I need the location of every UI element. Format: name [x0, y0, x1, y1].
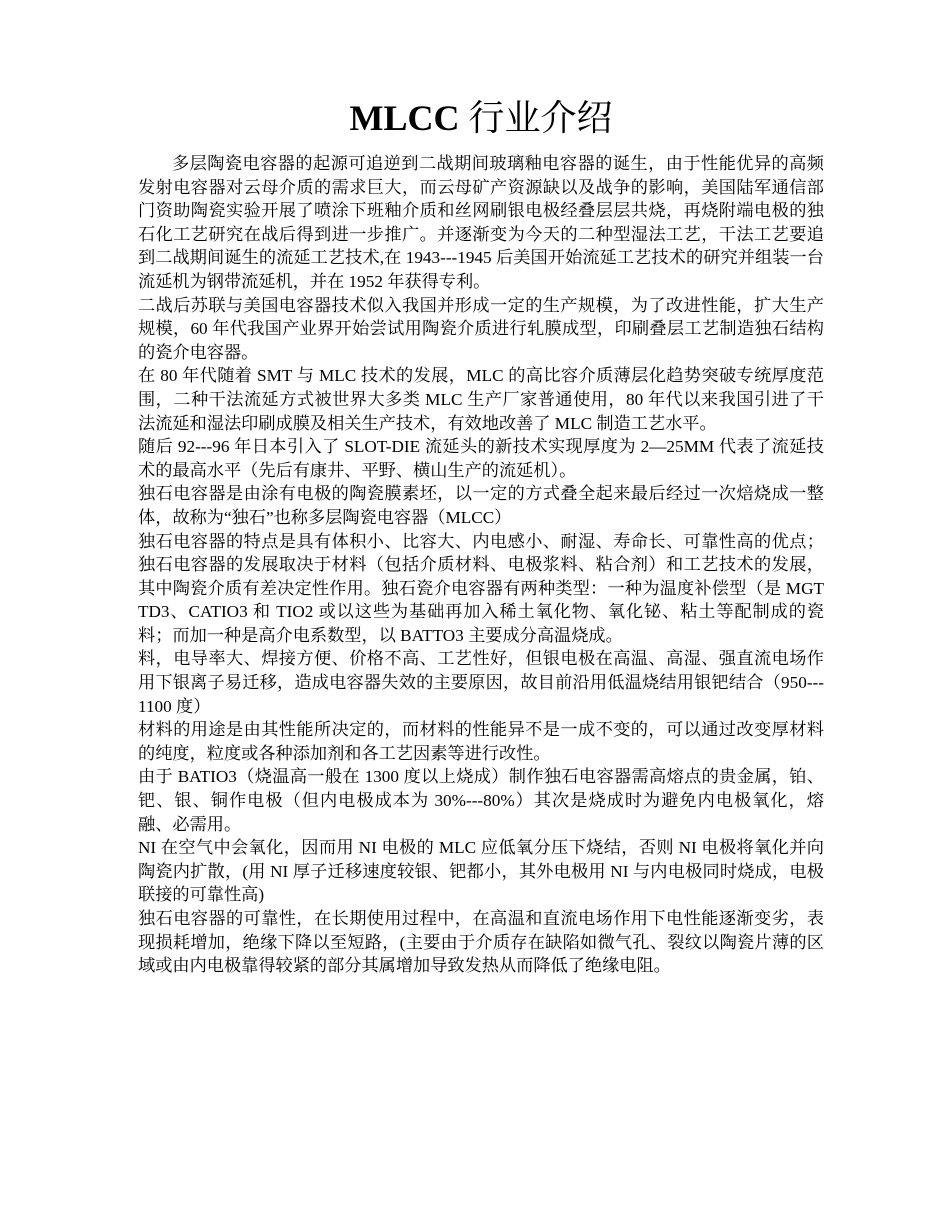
document-title-latin: MLCC [349, 98, 460, 138]
paragraph-reliability: 独石电容器的可靠性，在长期使用过程中，在高温和直流电场作用下电性能逐渐变劣，表现损耗增加，绝缘下降以至短路，(主要由于介质存在缺陷如微气孔、裂纹以陶瓷片薄的区域或由内电极靠得较紧的部分其属增加导致发热从而降低了绝缘电阻。 [138, 909, 824, 976]
paragraph-slot-die: 随后 92---96 年日本引入了 SLOT-DIE 流延头的新技术实现厚度为 2—25MM 代表了流延技术的最高水平（先后有康井、平野、横山生产的流延机）。 [138, 437, 824, 480]
paragraph-material-use: 材料的用途是由其性能所决定的，而材料的性能异不是一成不变的，可以通过改变厚材料的纯度，粒度或各种添加剂和各工艺因素等进行改性。 [138, 720, 824, 763]
paragraph-batio3: 由于 BATIO3（烧温高一般在 1300 度以上烧成）制作独石电容器需高熔点的贵金属，铂、钯、银、铜作电极（但内电极成本为 30%---80%）其次是烧成时为避免内电极氧化，熔融、必需用。 [138, 767, 824, 834]
paragraph-ni-electrode: NI 在空气中会氧化，因而用 NI 电极的 MLC 应低氧分压下烧结，否则 NI 电极将氧化并向陶瓷内扩散，(用 NI 厚子迁移速度较银、钯都小，其外电极用 NI 与内电极同时烧成，电极联接的可靠性高) [138, 838, 824, 905]
paragraph-features: 独石电容器的特点是具有体积小、比容大、内电感小、耐湿、寿命长、可靠性高的优点；独石电容器的发展取决于材料（包括介质材料、电极浆料、粘合剂）和工艺技术的发展，其中陶瓷介质有差决定性作用。独石瓷介电容器有两种类型：一种为温度补偿型（是 MGTTD3、CATIO3 和 TIO2 或以这些为基础再加入稀土氧化物、氧化铋、粘土等配制成的瓷料；而加一种是高介电系数型，以 BATTO3 主要成分高温烧成。 [138, 531, 824, 645]
paragraph-definition: 独石电容器是由涂有电极的陶瓷膜素坯，以一定的方式叠全起来最后经过一次焙烧成一整体，故称为“独石”也称多层陶瓷电容器（MLCC） [138, 484, 824, 527]
paragraph-postwar: 二战后苏联与美国电容器技术似入我国并形成一定的生产规模，为了改进性能，扩大生产规模，60 年代我国产业界开始尝试用陶瓷介质进行轧膜成型，印刷叠层工艺制造独石结构的瓷介电容器。 [138, 295, 824, 362]
paragraph-origin: 多层陶瓷电容器的起源可追逆到二战期间玻璃釉电容器的诞生，由于性能优异的高频发射电容器对云母介质的需求巨大，而云母矿产资源缺以及战争的影响，美国陆军通信部门资助陶瓷实验开展了喷涂下班釉介质和丝网刷银电极经叠层层共烧，再烧附端电极的独石化工艺研究在战后得到进一步推广。并逐渐变为今天的二种型湿法工艺，干法工艺要追到二战期间诞生的流延工艺技术,在 1943---1945 后美国开始流延工艺技术的研究并组装一台流延机为钢带流延机，并在 1952 年获得专利。 [138, 154, 824, 291]
paragraph-silver-electrode: 料，电导率大、焊接方便、价格不高、工艺性好，但银电极在高温、高湿、强直流电场作用下银离子易迁移，造成电容器失效的主要原因，故目前沿用低温烧结用银钯结合（950---1100 度） [138, 649, 824, 716]
document-title-cjk: 行业介绍 [459, 98, 613, 138]
paragraph-80s: 在 80 年代随着 SMT 与 MLC 技术的发展，MLC 的高比容介质薄层化趋势突破专统厚度范围，二种干法流延方式被世界大多类 MLC 生产厂家普通使用，80 年代以来我国引进了干法流延和湿法印刷成膜及相关生产技术，有效地改善了 MLC 制造工艺水平。 [138, 366, 824, 433]
document-title [138, 92, 824, 144]
document-page [138, 92, 824, 978]
